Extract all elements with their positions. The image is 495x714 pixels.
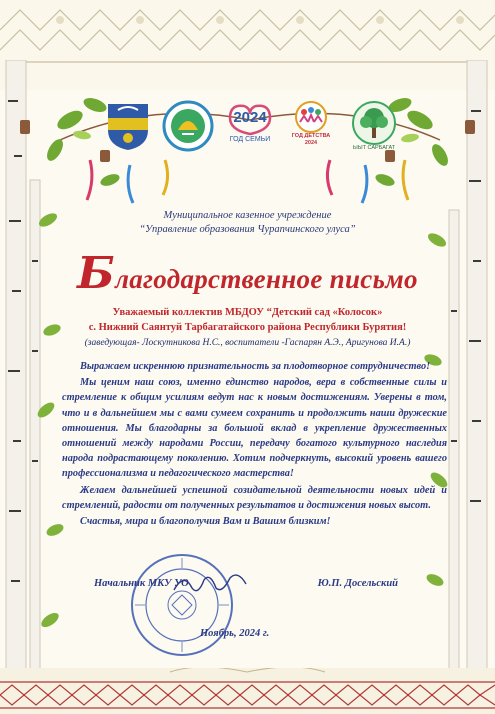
letter-body	[62, 359, 447, 530]
tree-emblem-icon	[346, 100, 402, 160]
addressee-line2: с. Нижний Саянтуй Тарбагатайского района Республики Бурятия!	[88, 322, 407, 333]
title-initial: Б	[77, 248, 116, 299]
year-of-childhood-year: 2024	[304, 140, 318, 146]
addressee-line1: Уважаемый коллектив МБДОУ “Детский сад «Колосок»	[112, 307, 383, 318]
body-paragraph: Желаем дальнейшей успешной созидательной деятельности новых идей и стремлений, радости от полученных результатов и достижения новых высот.	[62, 484, 447, 511]
body-paragraph: Мы ценим наш союз, именно единство народов, вера в собственные силы и стремление к общим усилиям ведут нас к новым достижениям. Уверены в том, что и в дальнейшем мы с вами сумеем сохранить и продолжить наши дружеские отношения. Мы благодарны за большой вклад в укрепление дружественных отношений между народами России, передачу богатого культурного наследия народа подрастающему поколению. Хотим подчеркнуть, высокий уровень вашего профессионализма и педагогического мастерства!	[62, 377, 447, 480]
emblem-icon	[162, 100, 214, 152]
coat-of-arms-icon	[104, 100, 152, 152]
year-of-family-icon	[222, 100, 278, 156]
page-title	[0, 248, 495, 299]
letter-date: Ноябрь, 2024 г.	[200, 628, 270, 639]
tree-emblem-caption: ЫЫТ САРБАГАТ	[352, 145, 396, 151]
body-paragraph: Выражаем искреннюю признательность за плодотворное сотрудничество!	[80, 361, 431, 372]
signature-row	[90, 578, 410, 594]
year-of-childhood-caption: ГОД ДЕТСТВА	[291, 133, 331, 139]
year-of-family-caption: ГОД СЕМЬИ	[229, 136, 271, 143]
org-name-line2: “Управление образования Чурапчинского улуса”	[139, 224, 356, 235]
staff-list: (заведующая- Лоскутникова Н.С., воспитатели -Гаспарян А.Э., Аригунова И.А.)	[84, 338, 411, 348]
logos-row	[100, 100, 400, 160]
title-rest: лагодарственное письмо	[115, 264, 418, 294]
year-label: 2024	[233, 109, 267, 126]
body-paragraph: Счастья, мира и благополучия Вам и Вашим близким!	[80, 516, 331, 528]
year-of-childhood-icon	[286, 100, 336, 156]
bottom-ornament	[0, 668, 495, 714]
signer-position: Начальник МКУ УО	[94, 578, 189, 589]
org-name-line1: Муниципальное казенное учреждение	[163, 210, 332, 221]
signer-name: Ю.П. Досельский	[317, 578, 398, 589]
official-stamp	[127, 550, 237, 660]
